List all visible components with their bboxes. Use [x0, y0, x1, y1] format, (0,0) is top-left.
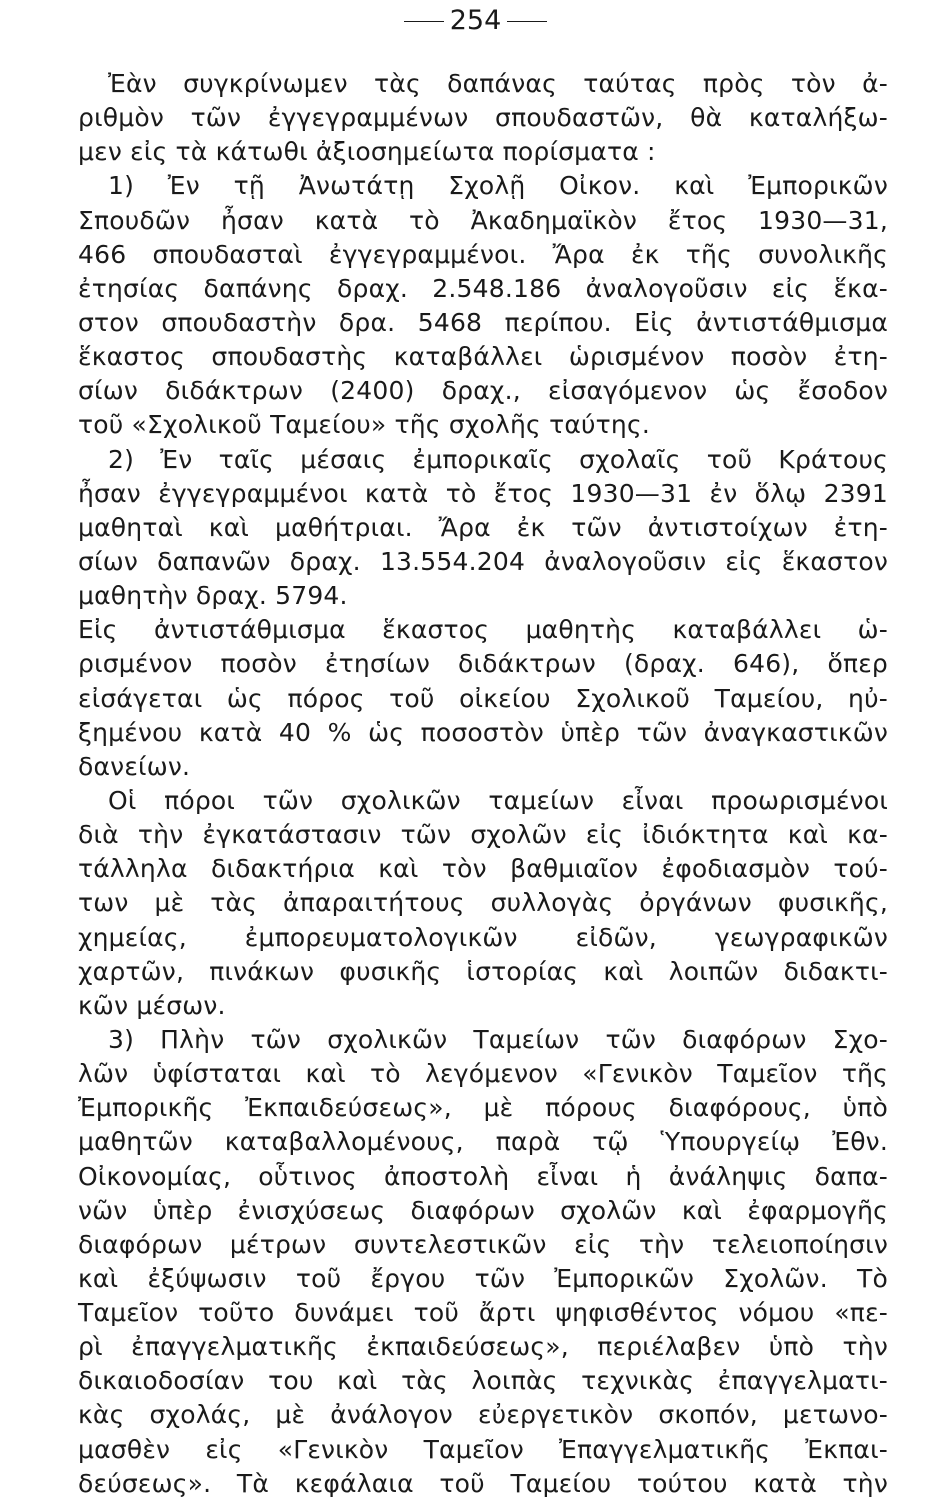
text-line: ἐτησίας δαπάνης δραχ. 2.548.186 ἀναλογοῦσιν εἰς ἕκα-	[78, 273, 888, 303]
text-line: δανείων.	[78, 751, 191, 781]
text-line: ἦσαν ἐγγεγραμμένοι κατὰ τὸ ἔτος 1930—31 ἐν ὅλῳ 2391	[78, 478, 888, 508]
text-line: Εἰς ἀντιστάθμισμα ἕκαστος μαθητὴς καταβάλλει ὡ-	[78, 615, 888, 645]
page-number-header	[0, 4, 951, 38]
text-line: τοῦ «Σχολικοῦ Ταμείου» τῆς σχολῆς ταύτης.	[78, 410, 650, 440]
text-line: Ταμεῖον τοῦτο δυνάμει τοῦ ἄρτι ψηφισθέντος νόμου «πε-	[78, 1298, 888, 1328]
text-line: ρισμένον ποσὸν ἐτησίων διδάκτρων (δραχ. 646), ὅπερ	[78, 649, 888, 679]
text-line: 1) Ἐν τῇ Ἀνωτάτῃ Σχολῇ Οἰκον. καὶ Ἐμπορικῶν	[108, 171, 888, 201]
text-line: χημείας, ἐμπορευματολογικῶν εἰδῶν, γεωγραφικῶν	[78, 922, 888, 952]
text-line: χαρτῶν, πινάκων φυσικῆς ἱστορίας καὶ λοιπῶν διδακτι-	[78, 956, 888, 986]
text-line: Ἐμπορικῆς Ἐκπαιδεύσεως», μὲ πόρους διαφόρους, ὑπὸ	[78, 1093, 888, 1123]
text-line: καὶ ἐξύψωσιν τοῦ ἔργου τῶν Ἐμπορικῶν Σχολῶν. Τὸ	[78, 1263, 888, 1293]
text-line: Σπουδῶν ἦσαν κατὰ τὸ Ἀκαδημαϊκὸν ἔτος 1930—31,	[78, 205, 888, 235]
text-line: ξημένου κατὰ 40 % ὡς ποσοστὸν ὑπὲρ τῶν ἀναγκαστικῶν	[78, 717, 888, 747]
left-dash	[404, 21, 444, 22]
text-line: ριθμὸν τῶν ἐγγεγραμμένων σπουδαστῶν, θὰ καταλήξω-	[78, 103, 888, 133]
text-line: δικαιοδοσίαν του καὶ τὰς λοιπὰς τεχνικὰς ἐπαγγελματι-	[78, 1366, 888, 1396]
text-line: Οἱ πόροι τῶν σχολικῶν ταμείων εἶναι προωρισμένοι	[108, 785, 888, 815]
text-line: μαθηταὶ καὶ μαθήτριαι. Ἄρα ἐκ τῶν ἀντιστοίχων ἐτη-	[78, 512, 888, 542]
text-line: Οἰκονομίας, οὗτινος ἀποστολὴ εἶναι ἡ ἀνάληψις δαπα-	[78, 1161, 888, 1191]
text-line: Ἐὰν συγκρίνωμεν τὰς δαπάνας ταύτας πρὸς τὸν ἀ-	[108, 69, 888, 98]
text-line: νῶν ὑπὲρ ἐνισχύσεως διαφόρων σχολῶν καὶ ἐφαρμογῆς	[78, 1195, 888, 1225]
text-line: μαθητῶν καταβαλλομένους, παρὰ τῷ Ὑπουργείῳ Ἐθν.	[78, 1127, 888, 1157]
text-line: των μὲ τὰς ἀπαραιτήτους συλλογὰς ὀργάνων φυσικῆς,	[78, 888, 888, 918]
text-line: εἰσάγεται ὡς πόρος τοῦ οἰκείου Σχολικοῦ Ταμείου, ηὐ-	[78, 683, 888, 713]
text-line: διαφόρων μέτρων συντελεστικῶν εἰς τὴν τελειοποίησιν	[78, 1229, 888, 1259]
text-line: μασθὲν εἰς «Γενικὸν Ταμεῖον Ἐπαγγελματικῆς Ἐκπαι-	[78, 1434, 888, 1464]
text-line: ρὶ ἐπαγγελματικῆς ἐκπαιδεύσεως», περιέλαβεν ὑπὸ τὴν	[78, 1332, 888, 1362]
text-line: μαθητὴν δραχ. 5794.	[78, 581, 348, 611]
page-number: 254	[449, 5, 502, 36]
text-line: 2) Ἐν ταῖς μέσαις ἐμπορικαῖς σχολαῖς τοῦ Κράτους	[108, 444, 888, 474]
right-dash	[507, 21, 547, 22]
body-text	[78, 67, 888, 1501]
text-line: ἕκαστος σπουδαστὴς καταβάλλει ὡρισμένον ποσὸν ἐτη-	[78, 342, 888, 372]
text-line: τάλληλα διδακτήρια καὶ τὸν βαθμιαῖον ἐφοδιασμὸν τού-	[78, 854, 888, 884]
text-line: διὰ τὴν ἐγκατάστασιν τῶν σχολῶν εἰς ἰδιόκτητα καὶ κα-	[78, 820, 888, 850]
text-line: μεν εἰς τὰ κάτωθι ἀξιοσημείωτα πορίσματα :	[78, 137, 656, 167]
text-line: σίων διδάκτρων (2400) δραχ., εἰσαγόμενον ὡς ἔσοδον	[78, 376, 888, 406]
text-line: 466 σπουδασταὶ ἐγγεγραμμένοι. Ἄρα ἐκ τῆς συνολικῆς	[78, 239, 888, 269]
text-line: κῶν μέσων.	[78, 990, 226, 1020]
text-line: δεύσεως». Τὰ κεφάλαια τοῦ Ταμείου τούτου κατὰ τὴν	[78, 1468, 888, 1498]
text-line: λῶν ὑφίσταται καὶ τὸ λεγόμενον «Γενικὸν Ταμεῖον τῆς	[78, 1059, 888, 1089]
text-line: 3) Πλὴν τῶν σχολικῶν Ταμείων τῶν διαφόρων Σχο-	[108, 1024, 888, 1054]
text-line: σίων δαπανῶν δραχ. 13.554.204 ἀναλογοῦσιν εἰς ἕκαστον	[78, 546, 888, 576]
text-line: στον σπουδαστὴν δρα. 5468 περίπου. Εἰς ἀντιστάθμισμα	[78, 307, 888, 337]
text-line: κὰς σχολάς, μὲ ἀνάλογον εὐεργετικὸν σκοπόν, μετωνο-	[78, 1400, 888, 1430]
